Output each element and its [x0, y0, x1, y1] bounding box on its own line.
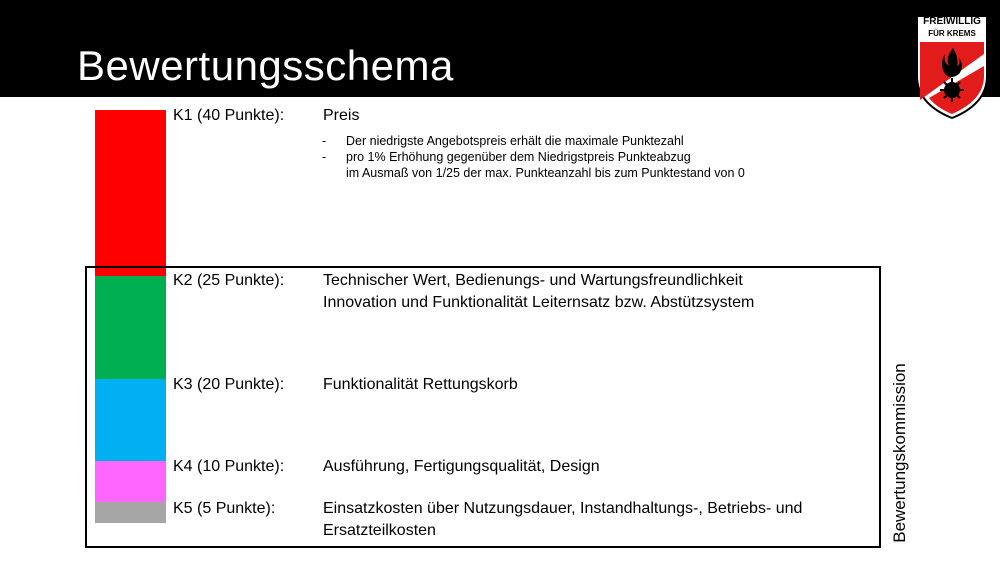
- criterion-k2-line1: Technischer Wert, Bedienungs- und Wartungsfreundlichkeit: [323, 272, 743, 289]
- criterion-k1-bullets: [320, 133, 745, 181]
- criterion-k3-label: K3 (20 Punkte):: [173, 376, 285, 393]
- title-bar: [0, 0, 1000, 97]
- bullet-dash: -: [322, 134, 327, 148]
- criterion-k1-description: Preis: [323, 107, 360, 124]
- logo-text-line1: FREIWILLIG: [923, 16, 981, 27]
- criterion-k4-label: K4 (10 Punkte):: [173, 458, 285, 475]
- criterion-k2-label: K2 (25 Punkte):: [173, 272, 285, 289]
- criterion-k2-line2: Innovation und Funktionalität Leiternsatz bzw. Abstützsystem: [323, 294, 755, 311]
- commission-label: Bewertungskommission: [890, 362, 909, 543]
- criterion-k2-description: [323, 270, 754, 314]
- commission-label-container: [885, 350, 915, 555]
- criterion-k5-line1: Einsatzkosten über Nutzungsdauer, Instandhaltungs-, Betriebs- und: [323, 500, 803, 517]
- criterion-k4-description: Ausführung, Fertigungsqualität, Design: [323, 458, 600, 475]
- bullet-text: Der niedrigste Angebotspreis erhält die maximale Punktezahl: [346, 134, 684, 148]
- fire-brigade-shield-logo-icon: [915, 14, 989, 120]
- page-title: Bewertungsschema: [77, 42, 454, 89]
- list-item: [320, 133, 745, 149]
- bullet-text: pro 1% Erhöhung gegenüber dem Niedrigstpreis Punkteabzug: [346, 150, 691, 164]
- criterion-k5-description: [323, 498, 802, 542]
- criterion-k5-line2: Ersatzteilkosten: [323, 522, 436, 539]
- list-item: [320, 149, 745, 165]
- bar-k1: [95, 110, 166, 276]
- criterion-k3-description: Funktionalität Rettungskorb: [323, 376, 518, 393]
- criterion-k1-label: K1 (40 Punkte):: [173, 107, 285, 124]
- bullet-dash: -: [322, 150, 327, 164]
- logo-text-line2: FÜR KREMS: [928, 29, 976, 38]
- criterion-k5-label: K5 (5 Punkte):: [173, 500, 276, 517]
- bullet-continuation: im Ausmaß von 1/25 der max. Punkteanzahl bis zum Punktestand von 0: [346, 166, 745, 180]
